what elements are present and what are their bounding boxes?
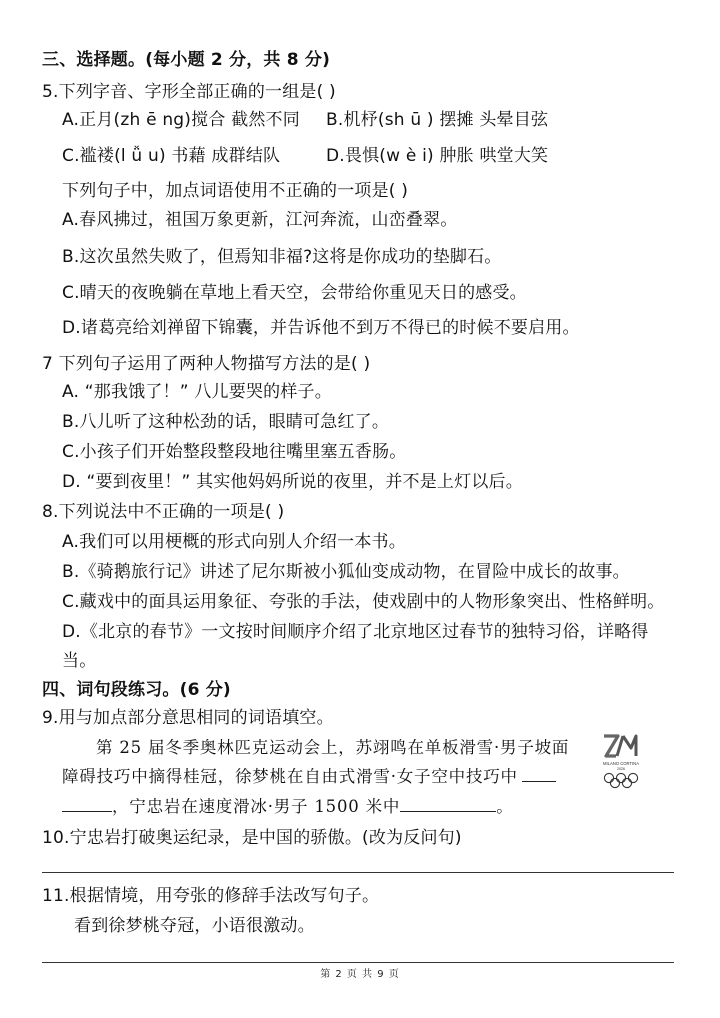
logo-mark-2 xyxy=(604,736,618,756)
q10-stem: 10.宁忠岩打破奥运纪录，是中国的骄傲。(改为反问句) xyxy=(42,828,462,848)
q6-stem: 下列句子中，加点词语使用不正确的一项是( ) xyxy=(62,181,409,201)
q11-stem: 11.根据情境，用夸张的修辞手法改写句子。 xyxy=(42,886,380,906)
logo-text-2: 2026 xyxy=(617,767,625,771)
q7-option-b: B.八儿听了这种松劲的话，眼睛可急红了。 xyxy=(62,412,390,432)
q9-blank-1b[interactable] xyxy=(62,795,112,812)
q5-option-a: A.正月(zh ē ng)搅合 截然不同 xyxy=(62,110,300,130)
q5-stem: 5.下列字音、字形全部正确的一组是( ) xyxy=(42,82,336,102)
page-footer: 第 2 页 共 9 页 xyxy=(320,969,400,980)
q8-option-d-line1: D.《北京的春节》一文按时间顺序介绍了北京地区过春节的独特习俗，详略得 xyxy=(62,622,649,642)
q7-option-c: C.小孩子们开始整段整段地往嘴里塞五香肠。 xyxy=(62,442,407,462)
logo-text-1: MILANO CORTINA xyxy=(603,761,639,766)
q5-option-c: C.褴褛(l ǚ u) 书藉 成群结队 xyxy=(62,146,281,166)
q8-option-d-line2: 当。 xyxy=(62,651,97,671)
q7-stem: 7 下列句子运用了两种人物描写方法的是( ) xyxy=(42,354,371,374)
q9-passage-line3-end: 。 xyxy=(496,797,514,816)
q9-passage-line2 xyxy=(62,765,556,789)
q9-stem: 9.用与加点部分意思相同的词语填空。 xyxy=(42,708,334,728)
section3-heading: 三、选择题。(每小题 2 分，共 8 分) xyxy=(42,50,331,70)
q6-option-d: D.诸葛亮给刘禅留下锦囊，并告诉他不到万不得已的时候不要启用。 xyxy=(62,318,580,338)
q9-passage-line3 xyxy=(62,795,514,819)
q5-option-b: B.机杼(sh ū ) 摆摊 头晕目弦 xyxy=(326,110,549,130)
q8-option-c: C.藏戏中的面具运用象征、夸张的手法，使戏剧中的人物形象突出、性格鲜明。 xyxy=(62,592,665,612)
q9-passage-line2-text: 障碍技巧中摘得桂冠，徐梦桃在自由式滑雪·女子空中技巧中 xyxy=(62,767,518,786)
q6-option-c: C.晴天的夜晚躺在草地上看天空，会带给你重见天日的感受。 xyxy=(62,283,527,303)
olympic-rings-icon xyxy=(604,773,637,787)
q8-stem: 8.下列说法中不正确的一项是( ) xyxy=(42,502,285,522)
q6-option-a: A.春风拂过，祖国万象更新，江河奔流，山峦叠翠。 xyxy=(62,210,458,230)
q9-passage-line1: 第 25 届冬季奥林匹克运动会上，苏翊鸣在单板滑雪·男子坡面 xyxy=(96,738,570,757)
section4-heading: 四、词句段练习。(6 分) xyxy=(42,680,231,700)
q11-context: 看到徐梦桃夺冠，小语很激动。 xyxy=(74,916,315,936)
q9-blank-2[interactable] xyxy=(400,795,496,812)
q10-answer-line[interactable] xyxy=(42,872,674,873)
milano-cortina-logo xyxy=(596,730,646,792)
q9-blank-1a[interactable] xyxy=(522,765,556,782)
q6-option-b: B.这次虽然失败了，但焉知非福?这将是你成功的垫脚石。 xyxy=(62,247,502,267)
q7-option-d: D. “要到夜里！” 其实他妈妈所说的夜里，并不是上灯以后。 xyxy=(62,472,523,492)
q11-answer-line[interactable] xyxy=(42,962,674,963)
q8-option-b: B.《骑鹅旅行记》讲述了尼尔斯被小狐仙变成动物，在冒险中成长的故事。 xyxy=(62,562,630,582)
q5-option-d: D.畏惧(w è i) 肿胀 哄堂大笑 xyxy=(326,146,549,166)
q8-option-a: A.我们可以用梗概的形式向别人介绍一本书。 xyxy=(62,532,406,552)
logo-mark-6 xyxy=(617,736,636,756)
q9-passage-line3-mid: ，宁忠岩在速度滑冰·男子 1500 米中 xyxy=(112,797,401,816)
q7-option-a: A. “那我饿了！” 八儿要哭的样子。 xyxy=(62,382,332,402)
